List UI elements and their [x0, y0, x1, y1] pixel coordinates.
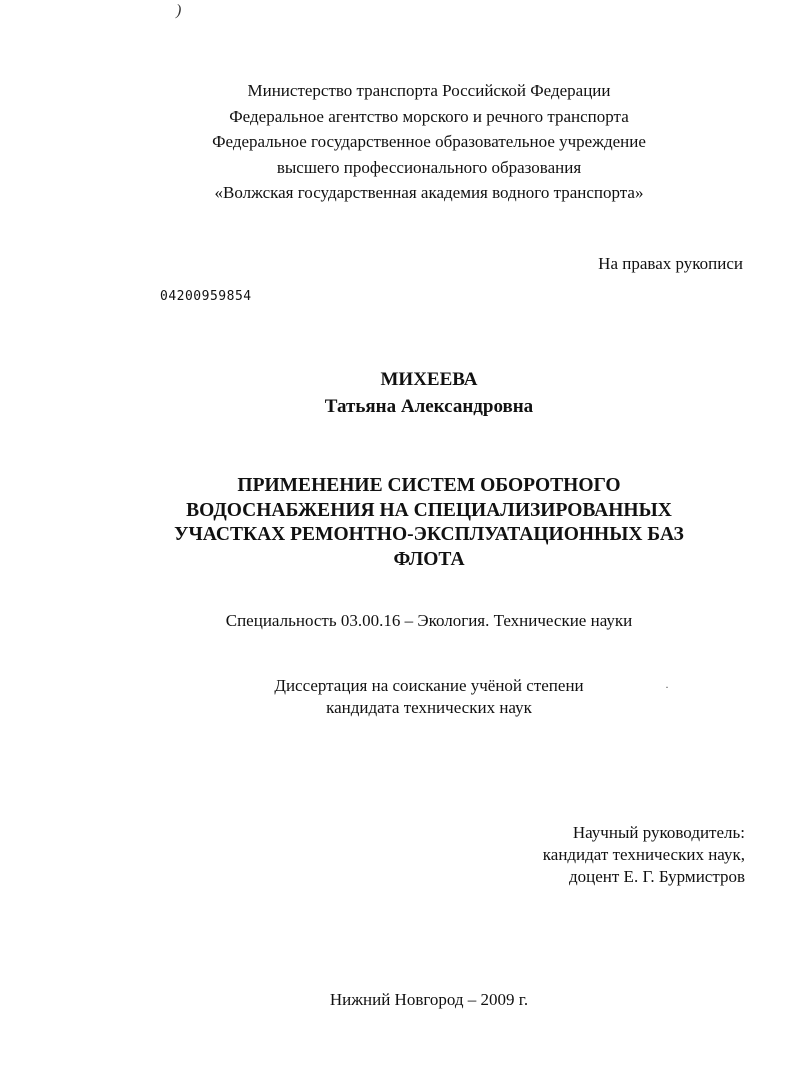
dissertation-title [0, 474, 799, 572]
stray-mark: · [665, 680, 669, 694]
supervisor-label: Научный руководитель: [572, 823, 745, 842]
degree-line-1: Диссертация на соискание учёной степени [274, 676, 584, 695]
manuscript-rights: На правах рукописи [598, 254, 743, 273]
city-year: Нижний Новгород – 2009 г. [329, 990, 529, 1009]
author-block [0, 366, 799, 420]
degree-statement [0, 675, 799, 719]
header-line-ministry: Министерство транспорта Российской Федерации [247, 81, 611, 100]
catalog-code: 04200959854 [160, 289, 252, 304]
header-line-institution: Федеральное государственное образовательное учреждение [212, 132, 646, 151]
header-line-education: высшего профессионального образования [276, 157, 582, 177]
title-line-3: УЧАСТКАХ РЕМОНТНО-ЭКСПЛУАТАЦИОННЫХ БАЗ [174, 524, 684, 545]
author-surname: МИХЕЕВА [380, 369, 478, 390]
institution-header [0, 78, 799, 206]
title-line-2: ВОДОСНАБЖЕНИЯ НА СПЕЦИАЛИЗИРОВАННЫХ [186, 499, 672, 521]
header-line-agency: Федеральное агентство морского и речного транспорта [229, 106, 629, 126]
specialty-line: Специальность 03.00.16 – Экология. Технические науки [225, 611, 633, 630]
supervisor-degree: кандидат технических наук, [542, 845, 745, 864]
author-given-names: Татьяна Александровна [324, 396, 534, 417]
supervisor-block [543, 822, 745, 888]
title-line-1: ПРИМЕНЕНИЕ СИСТЕМ ОБОРОТНОГО [237, 475, 621, 496]
supervisor-name: доцент Е. Г. Бурмистров [568, 867, 745, 886]
degree-line-2: кандидата технических наук [326, 698, 532, 717]
title-line-4: ФЛОТА [393, 548, 465, 570]
corner-mark: ) [176, 2, 182, 19]
header-line-academy: «Волжская государственная академия водного транспорта» [214, 183, 644, 202]
